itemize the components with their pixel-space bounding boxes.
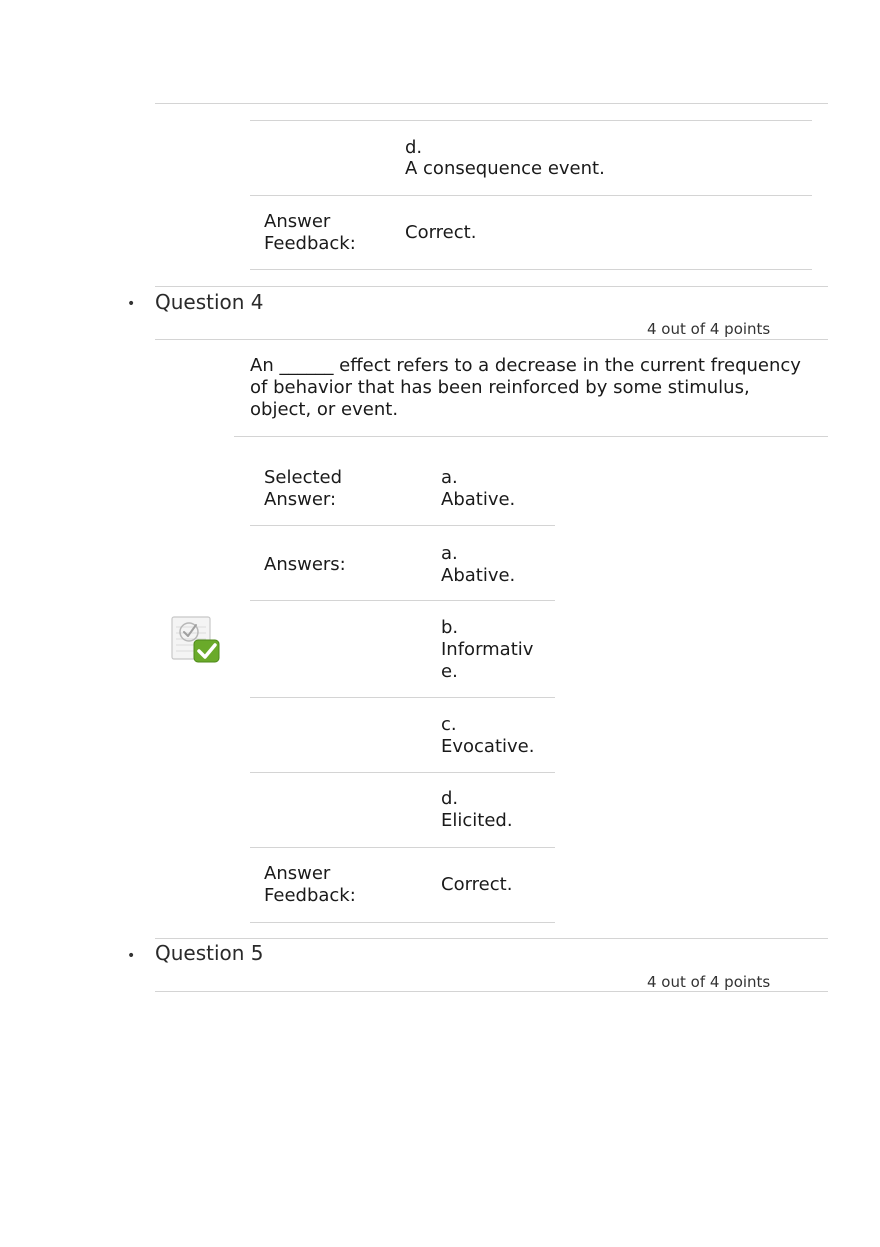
q4-option-d: d. Elicited. bbox=[441, 788, 513, 831]
q4-feedback-label: Answer Feedback: bbox=[264, 863, 356, 906]
q3-row-divider bbox=[250, 195, 812, 196]
q4-header-divider bbox=[155, 339, 828, 340]
q4-option-b: b. Informativ e. bbox=[441, 617, 534, 682]
q3-feedback-value: Correct. bbox=[405, 222, 477, 243]
q5-bullet: • bbox=[127, 948, 136, 964]
q4-option-c: c. Evocative. bbox=[441, 714, 535, 757]
q4-points: 4 out of 4 points bbox=[647, 320, 771, 338]
q4-row-divider bbox=[250, 922, 555, 923]
q3-row-divider bbox=[250, 120, 812, 121]
q4-title: Question 4 bbox=[155, 290, 264, 314]
q4-selected-label: Selected Answer: bbox=[264, 467, 343, 510]
q4-answers-label: Answers: bbox=[264, 554, 346, 575]
q3-option-d-letter: d. bbox=[405, 137, 423, 158]
q4-row-divider bbox=[250, 772, 555, 773]
q4-question-divider bbox=[234, 436, 828, 437]
q4-selected-value: a. Abative. bbox=[441, 467, 516, 510]
q4-row-divider bbox=[250, 525, 555, 526]
q3-option-d-text: A consequence event. bbox=[405, 158, 605, 179]
q5-header-divider bbox=[155, 991, 828, 992]
q4-bullet: • bbox=[127, 296, 136, 312]
q4-row-divider bbox=[250, 847, 555, 848]
q5-points: 4 out of 4 points bbox=[647, 973, 771, 991]
q5-title: Question 5 bbox=[155, 941, 264, 965]
q4-option-a: a. Abative. bbox=[441, 543, 516, 586]
q3-row-divider bbox=[250, 269, 812, 270]
q4-question-text: An ______ effect refers to a decrease in the current frequency of behavior that has been reinforced by some stimulus, object, or event. bbox=[250, 355, 801, 420]
q4-row-divider bbox=[250, 697, 555, 698]
question-divider bbox=[155, 286, 828, 287]
top-divider bbox=[155, 103, 828, 104]
q4-feedback-value: Correct. bbox=[441, 874, 513, 895]
q3-feedback-label: Answer Feedback: bbox=[264, 211, 356, 254]
q4-row-divider bbox=[250, 600, 555, 601]
question-divider bbox=[155, 938, 828, 939]
correct-checkmark-icon bbox=[170, 614, 222, 666]
